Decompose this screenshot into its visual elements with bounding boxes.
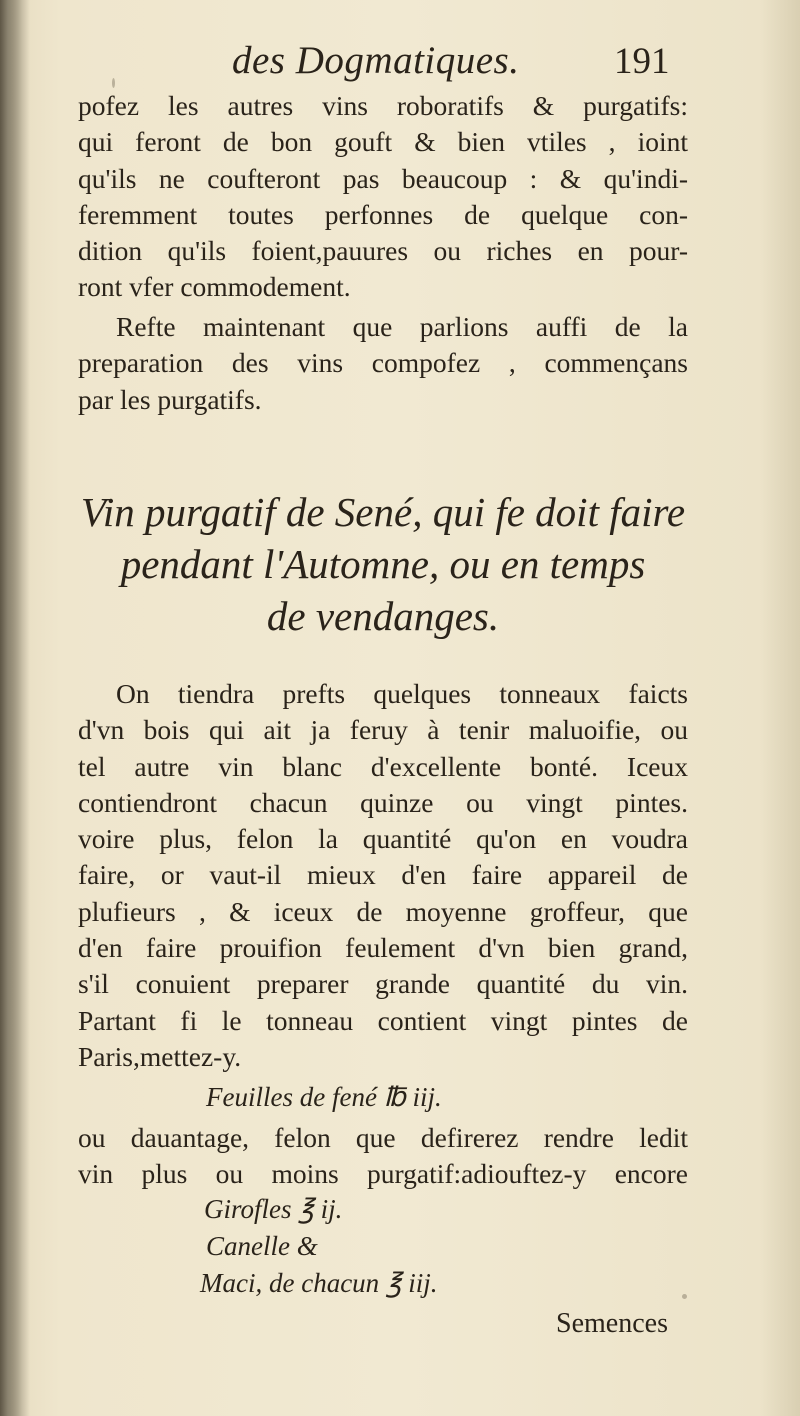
text-line: s'il conuient preparer grande quantité du vin. [78, 968, 688, 1000]
page-gutter-shadow [0, 0, 30, 1416]
heading-line: de vendanges. [266, 593, 500, 639]
heading-line: Vin purgatif de Sené, qui fe doit faire [80, 489, 686, 535]
text-line: faire, or vaut-il mieux d'en faire appareil de [78, 859, 688, 891]
text-line: qu'ils ne coufteront pas beaucoup : & qu'indi- [78, 162, 688, 194]
ink-speck [112, 78, 115, 88]
section-heading [78, 486, 688, 642]
recipe-line-cloves: Girofles ℥ ij. [204, 1194, 343, 1224]
paragraph-3 [78, 676, 688, 1075]
recipe-line-senna: Feuilles de fené ℔ iij. [206, 1082, 442, 1112]
text-line: dition qu'ils foient,pauures ou riches en pour- [78, 235, 688, 267]
text-line: feremment toutes perfonnes de quelque con- [78, 198, 688, 230]
text-line: vin plus ou moins purgatif:adiouftez-y encore [78, 1158, 688, 1190]
text-line: d'en faire prouifion feulement d'vn bien grand, [78, 932, 688, 964]
ink-speck [682, 1294, 687, 1299]
heading-line: pendant l'Automne, ou en temps [120, 541, 646, 587]
text-line: preparation des vins compofez , commençans [78, 347, 688, 379]
paragraph-4 [78, 1120, 688, 1193]
running-head: des Dogmatiques. [232, 39, 520, 82]
page-number: 191 [614, 41, 670, 82]
paragraph-1 [78, 88, 688, 306]
text-line: qui feront de bon gouft & bien vtiles , ioint [78, 126, 688, 158]
text-line: ou dauantage, felon que defirerez rendre ledit [78, 1122, 688, 1153]
text-line: ront vfer commodement. [78, 271, 351, 303]
text-line: Paris,mettez-y. [78, 1040, 242, 1072]
text-line: Partant fi le tonneau contient vingt pintes de [78, 1004, 688, 1036]
text-line: d'vn bois qui ait ja feruy à tenir maluoifie, ou [78, 714, 688, 746]
text-line: pofez les autres vins roboratifs & purgatifs: [78, 90, 688, 121]
paragraph-2 [78, 309, 688, 418]
recipe-line-mace: Maci, de chacun ℥ iij. [200, 1268, 438, 1298]
text-line: On tiendra prefts quelques tonneaux faicts [116, 678, 688, 709]
text-line: voire plus, felon la quantité qu'on en voudra [78, 823, 688, 855]
text-line: plufieurs , & iceux de moyenne groffeur, que [78, 895, 688, 927]
text-line: contiendront chacun quinze ou vingt pintes. [78, 786, 688, 818]
text-line: Refte maintenant que parlions auffi de la [116, 311, 688, 342]
text-line: par les purgatifs. [78, 383, 262, 415]
recipe-line-cinnamon: Canelle & [206, 1231, 318, 1261]
catchword: Semences [556, 1308, 668, 1339]
text-line: tel autre vin blanc d'excellente bonté. Iceux [78, 750, 688, 782]
